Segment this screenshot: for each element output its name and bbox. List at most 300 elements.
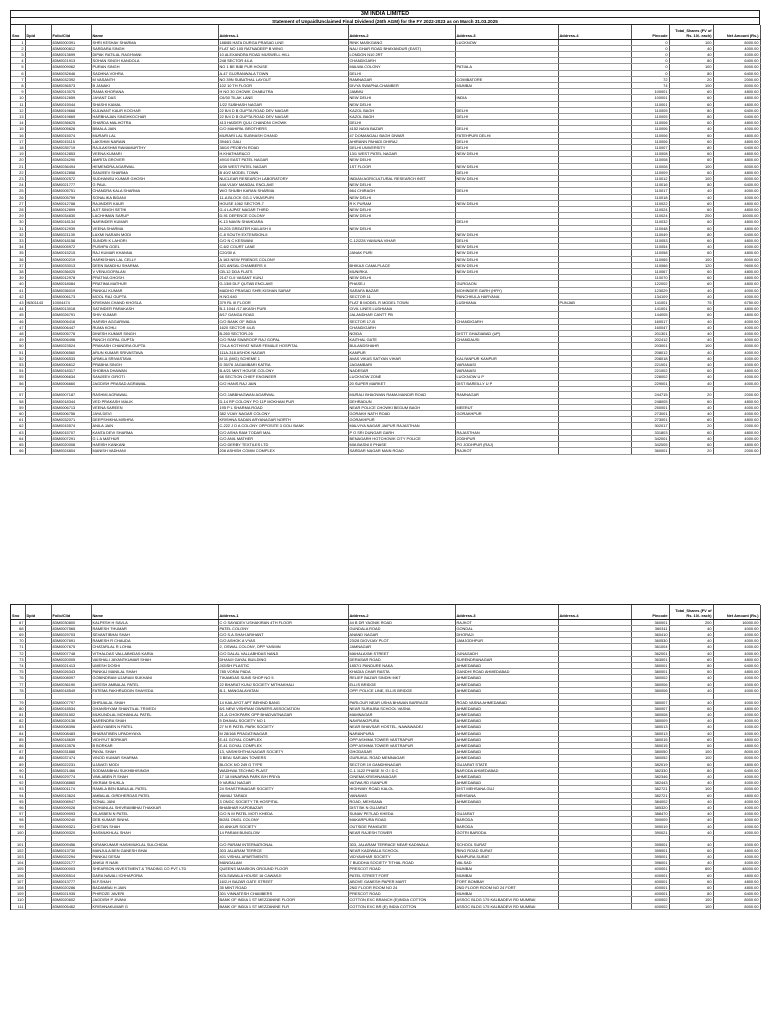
table-body <box>11 39 760 454</box>
cell-sno: 46 <box>11 318 25 324</box>
cell-total-shares: 60 <box>669 306 713 312</box>
cell-folio: 83M0019668 <box>51 107 91 113</box>
cell-address-1: BANK OF INDIA 1 ST MEZZANINE FLOOR <box>218 897 348 903</box>
table-header-row <box>11 605 760 619</box>
cell-address-1: 24 SHASTRINAGAR SOCIETY <box>218 786 348 792</box>
cell-sno: 70 <box>11 638 25 644</box>
cell-address-1: NO 39N SUBATHAL LAYOUT <box>218 76 348 82</box>
cell-total-shares: 40 <box>669 349 713 355</box>
cell-pincode: 400002 <box>631 897 669 903</box>
cell-address-2: 20 SUPER MARKET <box>348 380 455 386</box>
cell-net-amount: 4000.00 <box>713 411 760 417</box>
cell-address-3: AHMEDABAD <box>455 798 558 804</box>
cell-name: MUKUNDLAL MOHANLAL PATEL <box>91 711 218 717</box>
cell-total-shares: 100 <box>669 175 713 181</box>
cell-folio: 83M0012939 <box>51 225 91 231</box>
cell-address-1: NO 1 BE BIBI PUR HOUSE <box>218 64 348 70</box>
cell-dpid <box>25 448 51 454</box>
header-address-2: Address-2 <box>348 605 455 619</box>
cell-address-1: 303 JALARAM TERRCE <box>218 847 348 853</box>
cell-folio: 83M0009093 <box>51 811 91 817</box>
cell-name: GOBINDRAM UJARAM SUKHANI <box>91 675 218 681</box>
cell-address-2: MUNIRKA <box>348 269 455 275</box>
cell-address-3: GURGAON <box>455 281 558 287</box>
cell-total-shares: 60 <box>669 151 713 157</box>
cell-total-shares: 80 <box>669 107 713 113</box>
cell-net-amount: 4000.00 <box>713 631 760 637</box>
cell-address-2: NEW DELHI <box>348 194 455 200</box>
cell-folio: 83M0006713 <box>51 404 91 410</box>
cell-address-3: BARODA <box>455 823 558 829</box>
cell-address-1: C/O JABBHAGWAN AGARWAL <box>218 392 348 398</box>
cell-net-amount: 4800.00 <box>713 95 760 101</box>
cell-total-shares: 60 <box>669 89 713 95</box>
cell-address-3: ROAD VASNA AHMEDABAD <box>455 699 558 705</box>
cell-name: PUSHPA GOEL <box>91 244 218 250</box>
cell-address-2: KAZOL BAGH <box>348 107 455 113</box>
cell-total-shares: 40 <box>669 804 713 810</box>
cell-net-amount: 4800.00 <box>713 132 760 138</box>
cell-net-amount: 4000.00 <box>713 823 760 829</box>
cell-pincode: 110022 <box>631 200 669 206</box>
cell-address-2: NAU GHAR ROAD BHAYANDUR (EAST) <box>348 45 455 51</box>
cell-folio: 83M0008865 <box>51 780 91 786</box>
header-pincode: Pincode <box>631 605 669 619</box>
cell-total-shares: 100 <box>669 755 713 761</box>
cell-pincode: 360001 <box>631 619 669 625</box>
cell-sno: 7 <box>11 76 25 82</box>
cell-pincode: 110024 <box>631 206 669 212</box>
cell-total-shares: 100 <box>669 256 713 262</box>
cell-name: FATEMA FAKHRUDDIN SHAYEDA <box>91 687 218 693</box>
cell-address-1: C-8 SOUTH EXTENSION-II <box>218 231 348 237</box>
cell-pincode: 380009 <box>631 718 669 724</box>
cell-name: DEEN BANDHU SHARMA <box>91 262 218 268</box>
cell-address-1: 6/1 NEW VISHRAM OWNERS ASSOCIATION <box>218 705 348 711</box>
cell-total-shares: 40 <box>669 331 713 337</box>
cell-folio: 83M0007291 <box>51 435 91 441</box>
cell-folio: 83M0036625 <box>51 120 91 126</box>
cell-folio: 83M0009062 <box>51 64 91 70</box>
cell-sno: 15 <box>11 126 25 132</box>
cell-address-2: GORAKHPUR <box>348 417 455 423</box>
cell-pincode: 302017 <box>631 423 669 429</box>
cell-dpid <box>25 903 51 909</box>
header-net-amount: Net Amount (Rs.) <box>713 25 760 39</box>
cell-sno: 95 <box>11 798 25 804</box>
cell-sno: 8 <box>11 82 25 88</box>
cell-pincode: 395001 <box>631 841 669 847</box>
cell-address-1: 724-A KOTHIYAT NEAR FEMALE HOSPITAL <box>218 343 348 349</box>
cell-net-amount: 4800.00 <box>713 275 760 281</box>
cell-folio: 83M0015044 <box>51 101 91 107</box>
table-row <box>11 903 760 909</box>
cell-name: DINESH KUMAR SINGH <box>91 331 218 337</box>
cell-address-3: MUMBAI <box>455 82 558 88</box>
cell-sno: 55 <box>11 374 25 380</box>
cell-address-1: 16/2-H BAZAR GATE STREET <box>218 878 348 884</box>
cell-name: CHATARLAL R LOHIA <box>91 644 218 650</box>
cell-name: V VENUGOPALAN <box>91 269 218 275</box>
cell-total-shares: 40 <box>669 650 713 656</box>
cell-net-amount: 4000.00 <box>713 817 760 823</box>
cell-address-1: 14 KAILAYOT APT BEHIND BANG <box>218 699 348 705</box>
cell-folio: 83M0000219 <box>51 256 91 262</box>
cell-address-2: SARAFA BAZAR <box>348 287 455 293</box>
cell-total-shares: 60 <box>669 132 713 138</box>
cell-address-2: 44 B DR YAGNIK ROAD <box>348 619 455 625</box>
cell-address-3: BARODA <box>455 817 558 823</box>
cell-total-shares: 20 <box>669 448 713 454</box>
cell-name: VED PRAKASH MALIK <box>91 398 218 404</box>
cell-pincode: 380052 <box>631 755 669 761</box>
cell-net-amount: 2000.00 <box>713 392 760 398</box>
cell-address-2: DEHRADUN <box>348 398 455 404</box>
cell-sno: 107 <box>11 878 25 884</box>
cell-sno: 80 <box>11 705 25 711</box>
cell-total-shares: 80 <box>669 113 713 119</box>
cell-address-1: 102 10 TH FLOOR <box>218 82 348 88</box>
cell-address-1: 301 VINNATESH CHAMBERS <box>218 891 348 897</box>
cell-address-3: NANPURA SURAT <box>455 854 558 860</box>
cell-net-amount: 4800.00 <box>713 368 760 374</box>
cell-name: RAJ KUMAR KHANNA <box>91 250 218 256</box>
header-sno: Sno <box>11 25 25 39</box>
cell-address-3: LUDHIANA <box>455 300 558 306</box>
cell-folio: 83M0009320 <box>51 829 91 835</box>
cell-address-1: B 40/2 MODEL TOWN <box>218 169 348 175</box>
cell-address-3: DISTT GHAZIABAD (UP) <box>455 331 558 337</box>
cell-total-shares: 60 <box>669 312 713 318</box>
cell-address-3: PANCHKULA HARYANA <box>455 293 558 299</box>
cell-address-2: NEAR POLICE CHOWKI BEGUM BAGH <box>348 404 455 410</box>
cell-total-shares: 100 <box>669 897 713 903</box>
cell-name: RAMA KHORANA <box>91 89 218 95</box>
cell-folio: 83M0002572 <box>51 175 91 181</box>
cell-total-shares: 40 <box>669 780 713 786</box>
cell-sno: 33 <box>11 238 25 244</box>
cell-pincode: 390019 <box>631 823 669 829</box>
cell-name: BHARATIBEN UPADHYAYA <box>91 730 218 736</box>
cell-folio: 83M0012978 <box>51 275 91 281</box>
cell-name: CHANDRA KALA SHARMA <box>91 188 218 194</box>
cell-folio: 83M0006560 <box>51 349 91 355</box>
cell-address-1: MADHO PRASAD SHRI KISHAN SARAF <box>218 287 348 293</box>
cell-total-shares: 60 <box>669 219 713 225</box>
cell-total-shares: 40 <box>669 404 713 410</box>
cell-net-amount: 4800.00 <box>713 885 760 891</box>
cell-address-1: B-260 SECTOR-26 <box>218 331 348 337</box>
cell-name: KANTA DEVI SHARMA <box>91 429 218 435</box>
cell-name: PURAN SINGH <box>91 64 218 70</box>
cell-folio: 83M0029774 <box>51 773 91 779</box>
cell-address-3: DELHI <box>455 219 558 225</box>
cell-address-3: LUCKNOW U P <box>455 374 558 380</box>
cell-name: RASHMI AGRAWAL <box>91 392 218 398</box>
cell-total-shares: 40 <box>669 730 713 736</box>
cell-pincode: 141001 <box>631 300 669 306</box>
cell-sno: 82 <box>11 718 25 724</box>
cell-name: VIKRAM SHUKLA <box>91 780 218 786</box>
cell-total-shares: 80 <box>669 231 713 237</box>
cell-address-2: INDIAN AGRICULTURAL RESEARCH INST <box>348 175 455 181</box>
cell-total-shares: 60 <box>669 368 713 374</box>
cell-address-3: MUMBAI <box>455 872 558 878</box>
cell-sno: 52 <box>11 355 25 361</box>
cell-sno: 1 <box>11 39 25 45</box>
cell-pincode: 72 <box>631 76 669 82</box>
cell-sno: 68 <box>11 625 25 631</box>
cell-total-shares: 40 <box>669 435 713 441</box>
cell-address-2: JAGAMBARI <box>348 362 455 368</box>
cell-name: SATINDER PARAKASH <box>91 306 218 312</box>
cell-address-3: COIMBATORE <box>455 76 558 82</box>
cell-address-1: 413 HAIDER QULI CHANDNI CHOWK <box>218 120 348 126</box>
cell-address-1: 206 ASHISH COMM COMPLEX <box>218 448 348 454</box>
cell-total-shares: 20 <box>669 423 713 429</box>
cell-address-3: MOHINDER GARH (HRY) <box>455 287 558 293</box>
cell-pincode: 390009 <box>631 817 669 823</box>
cell-sno: 54 <box>11 368 25 374</box>
cell-net-amount: 8000.00 <box>713 749 760 755</box>
cell-total-shares: 80 <box>669 182 713 188</box>
cell-sno: 34 <box>11 244 25 250</box>
cell-sno: 20 <box>11 157 25 163</box>
cell-folio: 83M0021466 <box>51 767 91 773</box>
cell-name: SHOBHA DHAWAN <box>91 368 218 374</box>
cell-address-3: DELHI <box>455 107 558 113</box>
cell-folio: 83M0009240 <box>51 817 91 823</box>
cell-address-2: KAZOL BAGH <box>348 113 455 119</box>
cell-folio: 83M0013699 <box>51 51 91 57</box>
cell-address-1: 421 ANSAL CHAMBERS II <box>218 262 348 268</box>
cell-address-1: C/O S.A.SHAH ARIHANT <box>218 631 348 637</box>
cell-folio: 83M0026791 <box>51 312 91 318</box>
cell-total-shares: 60 <box>669 705 713 711</box>
cell-address-2: ELLIS BRIDGE <box>348 681 455 687</box>
cell-address-1: 21-A CHOKPARK OPP BHADVATNAGAR <box>218 711 348 717</box>
cell-address-2: VANAVAS <box>348 792 455 798</box>
cell-name: MURARI LAL <box>91 132 218 138</box>
cell-name: JAGDISH P JIVANI <box>91 897 218 903</box>
cell-net-amount: 4000.00 <box>713 804 760 810</box>
cell-total-shares: 60 <box>669 281 713 287</box>
header-address-2: Address-2 <box>348 25 455 39</box>
cell-pincode: 363001 <box>631 656 669 662</box>
cell-sno: 5 <box>11 64 25 70</box>
cell-net-amount: 6400.00 <box>713 70 760 76</box>
cell-address-1: B-1 1044 /17 AKASH PURI <box>218 306 348 312</box>
cell-address-2: OUTSIDE PANIGATE <box>348 823 455 829</box>
header-address-1: Address-1 <box>218 25 348 39</box>
cell-address-1: 22 B/4 D B GUPTA ROAD DEV NAGAR <box>218 113 348 119</box>
cell-address-3: NEW DELHI <box>455 269 558 275</box>
header-folio: Folio/Clid <box>51 25 91 39</box>
cell-address-1: C/O PARAM INTERNATIONAL <box>218 841 348 847</box>
cell-pincode: 229001 <box>631 380 669 386</box>
cell-address-1: 248 SECTOR 44-A <box>218 58 348 64</box>
cell-address-2: PHASE-I <box>348 281 455 287</box>
cell-net-amount: 16000.00 <box>713 619 760 625</box>
cell-net-amount: 4800.00 <box>713 736 760 742</box>
cell-pincode: 360311 <box>631 625 669 631</box>
cell-sno: 71 <box>11 644 25 650</box>
cell-address-3: JUNAGADH <box>455 650 558 656</box>
cell-net-amount: 4800.00 <box>713 429 760 435</box>
cell-sno: 93 <box>11 786 25 792</box>
cell-address-1: B/281 ONGL COLONY <box>218 817 348 823</box>
cell-pincode: 382721 <box>631 792 669 798</box>
cell-sno: 108 <box>11 885 25 891</box>
cell-sno: 9 <box>11 89 25 95</box>
cell-address-2: DIVYA SWAPNA CHAMBER <box>348 82 455 88</box>
cell-total-shares: 80 <box>669 767 713 773</box>
cell-total-shares: 100 <box>669 82 713 88</box>
cell-folio: 83M0006634 <box>51 374 91 380</box>
cell-net-amount: 4000.00 <box>713 45 760 51</box>
cell-folio: 83M0032646 <box>51 70 91 76</box>
cell-address-1: DHANJI GAYAL BUILDING <box>218 656 348 662</box>
cell-sno: 21 <box>11 163 25 169</box>
cell-address-3: RAJKOT <box>455 619 558 625</box>
cell-net-amount: 8000.00 <box>713 786 760 792</box>
cell-address-2: KAITHAL GATE <box>348 337 455 343</box>
cell-folio: 83M0021413 <box>51 662 91 668</box>
cell-name: DARA NAVALI ICHHAPORIA <box>91 872 218 878</box>
cell-address-2: SECTOR 19 GANDHINAGAR <box>348 761 455 767</box>
cell-address-3: AHMEDABAD <box>455 749 558 755</box>
cell-name: M VASANTH <box>91 76 218 82</box>
cell-sno: 35 <box>11 250 25 256</box>
cell-sno: 38 <box>11 269 25 275</box>
cell-name: KRISHNAKUMAR G <box>91 903 218 909</box>
cell-address-1: MANGALAM <box>218 860 348 866</box>
cell-address-2: 47 DOMANGALI BAGH DIWAR <box>348 132 455 138</box>
cell-name: SUNDRI K LAHORI <box>91 238 218 244</box>
cell-total-shares: 40 <box>669 126 713 132</box>
cell-address-3: ASSOC BLDG 175 KALBADEVI RD MUMBAI <box>455 897 558 903</box>
cell-pincode: 110065 <box>631 256 669 262</box>
cell-sno: 17 <box>11 138 25 144</box>
cell-address-2: RAMNAGAR <box>348 76 455 82</box>
cell-net-amount: 4000.00 <box>713 188 760 194</box>
cell-sno: 39 <box>11 275 25 281</box>
cell-address-1: 40 ANKUR SOCIETY <box>218 823 348 829</box>
cell-sno: 22 <box>11 169 25 175</box>
cell-name: VIDHYUT BORKAR <box>91 736 218 742</box>
cell-pincode: 380008 <box>631 711 669 717</box>
cell-net-amount: 8000.00 <box>713 903 760 909</box>
cell-address-3: PO JODHPUR (RAJ) <box>455 442 558 448</box>
cell-net-amount: 9600.00 <box>713 262 760 268</box>
cell-total-shares: 60 <box>669 101 713 107</box>
cell-folio: 83M0000812 <box>51 45 91 51</box>
cell-pincode: 0 <box>631 45 669 51</box>
cell-net-amount: 6400.00 <box>713 144 760 150</box>
cell-name: CHETAN SHAH <box>91 823 218 829</box>
cell-sno: 60 <box>11 411 25 417</box>
cell-name: PHIROZE JAVERI <box>91 891 218 897</box>
cell-pincode: 221002 <box>631 368 669 374</box>
cell-address-1: C-222 J D A COLONY OPPOSITE 3 GOLI BANK <box>218 423 348 429</box>
cell-address-3: MUMBAI <box>455 891 558 897</box>
cell-name: PRATIMA MATHUR <box>91 281 218 287</box>
cell-net-amount: 4800.00 <box>713 89 760 95</box>
cell-address-3: CHANDAUSI <box>455 337 558 343</box>
cell-net-amount: 4000.00 <box>713 773 760 779</box>
cell-total-shares: 20 <box>669 392 713 398</box>
cell-sno: 89 <box>11 761 25 767</box>
cell-net-amount: 4000.00 <box>713 718 760 724</box>
cell-net-amount: 6400.00 <box>713 58 760 64</box>
cell-pincode: 382721 <box>631 786 669 792</box>
cell-sno: 56 <box>11 380 25 386</box>
cell-name: LAKSHMI NARAIN <box>91 138 218 144</box>
cell-name: G L A MATHUR <box>91 435 218 441</box>
cell-address-1: C/O RAM SWAROOP RAJ GOPAL <box>218 337 348 343</box>
cell-address-2: C-12/228 YAMUNA VIHAR <box>348 238 455 244</box>
cell-address-1: 1620 SECTOR 44-B <box>218 324 348 330</box>
cell-folio: 83M0018344 <box>51 398 91 404</box>
cell-address-1: C-6/2 COURT LANE <box>218 244 348 250</box>
cell-pincode: 110016 <box>631 182 669 188</box>
cell-total-shares: 100 <box>669 786 713 792</box>
cell-sno: 111 <box>11 903 25 909</box>
cell-address-1: PATEL COLONY <box>218 625 348 631</box>
cell-folio: 83M0015215 <box>51 250 91 256</box>
cell-address-3: SURENDRANAGAR <box>455 656 558 662</box>
cell-address-2: GHODASAR <box>348 749 455 755</box>
cell-address-3: NARODA AHMEDABAD <box>455 767 558 773</box>
cell-sno: 83 <box>11 724 25 730</box>
cell-sno: 76 <box>11 675 25 681</box>
cell-pincode: 380015 <box>631 742 669 748</box>
cell-address-2: LONDON N10 2RT <box>348 51 455 57</box>
cell-pincode: 110012 <box>631 175 669 181</box>
cell-pincode: 110008 <box>631 163 669 169</box>
cell-pincode: 0 <box>631 58 669 64</box>
cell-folio: 83M0005759 <box>51 194 91 200</box>
cell-total-shares: 40 <box>669 711 713 717</box>
cell-pincode: 110070 <box>631 275 669 281</box>
cell-name: ARUN KUMAR SRIVASTAVA <box>91 349 218 355</box>
cell-address-2: BULANDSHAHR <box>348 343 455 349</box>
cell-address-2: 1857/1 PANDURE NAKA <box>348 662 455 668</box>
cell-address-1: JIGISH PLASTIC <box>218 662 348 668</box>
cell-address-4 <box>558 903 631 909</box>
cell-address-3: AHMEDABAD <box>455 705 558 711</box>
cell-folio: 83M0024290 <box>51 157 91 163</box>
cell-sno: 101 <box>11 841 25 847</box>
cell-total-shares: 60 <box>669 95 713 101</box>
cell-net-amount: 4000.00 <box>713 730 760 736</box>
cell-total-shares: 60 <box>669 878 713 884</box>
cell-address-3: DELHI <box>455 138 558 144</box>
cell-sno: 77 <box>11 681 25 687</box>
cell-address-1: 38/10 PROBYN ROAD <box>218 144 348 150</box>
cell-pincode: 273001 <box>631 417 669 423</box>
cell-pincode: 400002 <box>631 903 669 909</box>
cell-folio: 83M0005751 <box>51 188 91 194</box>
cell-pincode: 388470 <box>631 811 669 817</box>
cell-name: JAGDISH PRASAD AGRAWAL <box>91 380 218 386</box>
cell-net-amount: 4000.00 <box>713 293 760 299</box>
cell-sno: 57 <box>11 392 25 398</box>
cell-folio: 83M0022177 <box>51 860 91 866</box>
cell-sno: 78 <box>11 687 25 693</box>
cell-name: BADAMBAI H JAIN <box>91 885 218 891</box>
cell-folio: 83M0012659 <box>51 95 91 101</box>
